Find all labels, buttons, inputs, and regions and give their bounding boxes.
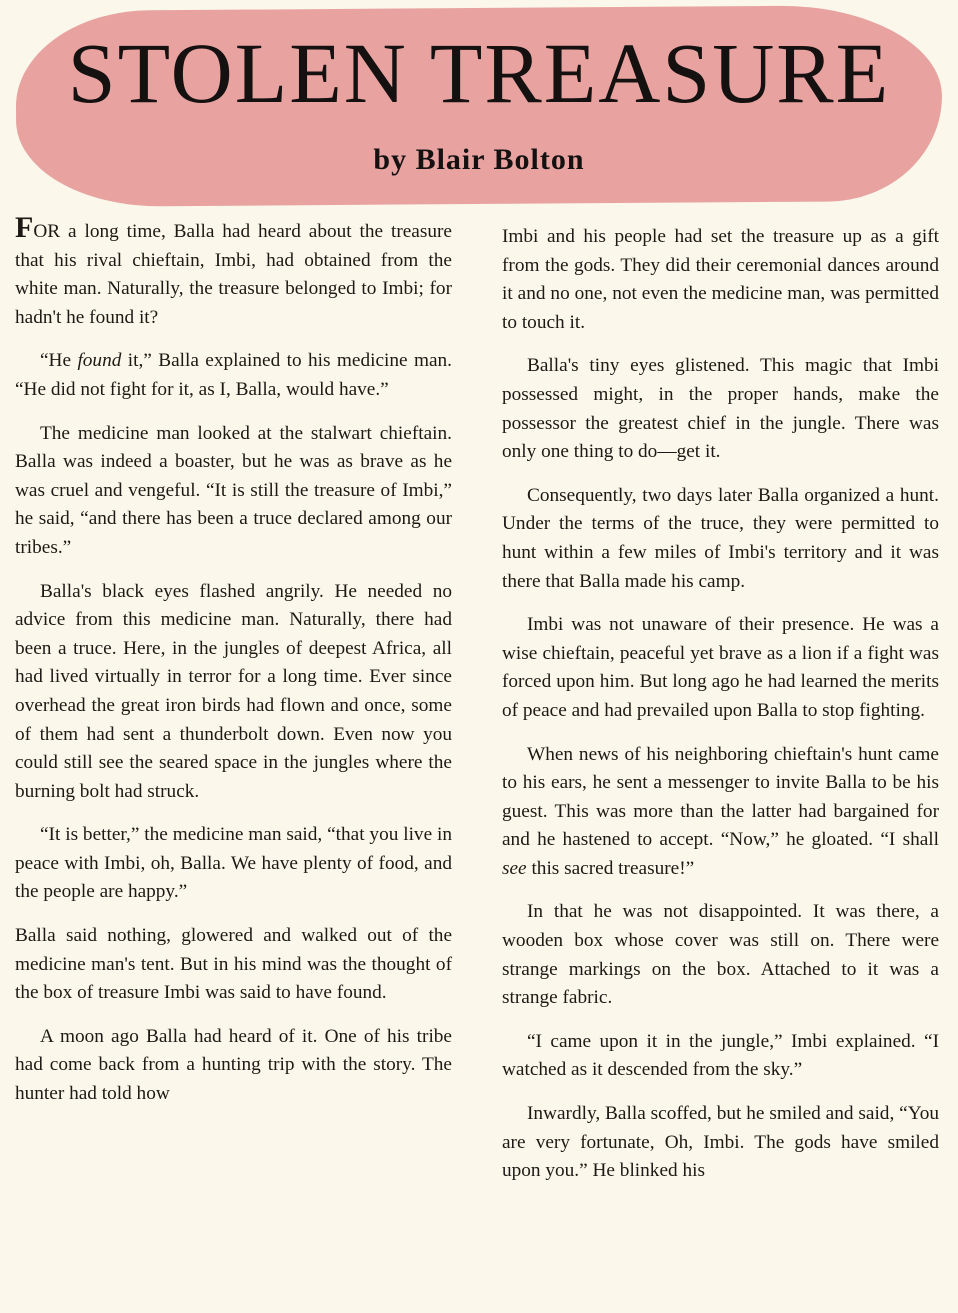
drop-cap: F [15, 211, 34, 244]
paragraph: “It is better,” the medicine man said, “that you live in peace with Imbi, oh, Balla. We have plenty of food, and the people are happy.” [15, 824, 452, 903]
article-byline: by Blair Bolton [373, 143, 585, 176]
paragraph: Balla's black eyes flashed angrily. He needed no advice from this medicine man. Naturally, there had been a truce. Here, in the jungles of deepest Africa, all had lived virtually in terror for a long time. Ever since overhead the great iron birds had flown and once, some of them had sent a thunderbolt down. Even now you could still see the seared space in the jungles where the burning bolt had struck. [15, 580, 452, 802]
paragraph: In that he was not disappointed. It was there, a wooden box whose cover was still on. There were strange markings on the box. Attached to it was a strange fabric. [502, 901, 939, 1009]
paragraph: Imbi and his people had set the treasure up as a gift from the gods. They did their ceremonial dances around it and no one, not even the medicine man, was permitted to touch it. [502, 226, 939, 333]
paragraph: “He found it,” Balla explained to his medicine man. “He did not fight for it, as I, Balla, would have.” [15, 350, 452, 400]
paragraph: Balla's tiny eyes glistened. This magic that Imbi possessed might, in the proper hands, make the possessor the greatest chief in the jungle. There was only one thing to do—get it. [502, 355, 939, 463]
article-title: STOLEN TREASURE [67, 25, 891, 121]
paragraph: When news of his neighboring chieftain's hunt came to his ears, he sent a messenger to invite Balla to be his guest. This was more than the latter had bargained for and he hastened to accept. “Now,” he gloated. “I shall see this sacred treasure!” [502, 743, 939, 879]
paragraph: Consequently, two days later Balla organized a hunt. Under the terms of the truce, they were permitted to hunt within a few miles of Imbi's territory and it was there that Balla made his camp. [502, 484, 939, 592]
paragraph: FOR a long time, Balla had heard about the treasure that his rival chieftain, Imbi, had obtained from the white man. Naturally, the treasure belonged to Imbi; for hadn't he found it? [15, 211, 452, 328]
paragraph: “I came upon it in the jungle,” Imbi explained. “I watched as it descended from the sky.” [502, 1030, 939, 1081]
paragraph: Balla said nothing, glowered and walked out of the medicine man's tent. But in his mind was the thought of the box of treasure Imbi was said to have found. [15, 925, 452, 1004]
paragraph: Imbi was not unaware of their presence. He was a wise chieftain, peaceful yet brave as a lion if a fight was forced upon him. But long ago he had learned the merits of peace and had prevailed upon Balla to stop fighting. [502, 614, 939, 721]
paragraph: A moon ago Balla had heard of it. One of his tribe had come back from a hunting trip with the story. The hunter had told how [15, 1025, 452, 1105]
right-column [502, 223, 939, 1201]
paragraph: The medicine man looked at the stalwart chieftain. Balla was indeed a boaster, but he was as brave as he was cruel and vengeful. “It is still the treasure of Imbi,” he said, “and there has been a truce declared among our tribes.” [15, 422, 452, 558]
paragraph: Inwardly, Balla scoffed, but he smiled and said, “You are very fortunate, Oh, Imbi. The gods have smiled upon you.” He blinked his [502, 1103, 939, 1182]
left-column [15, 211, 452, 1124]
